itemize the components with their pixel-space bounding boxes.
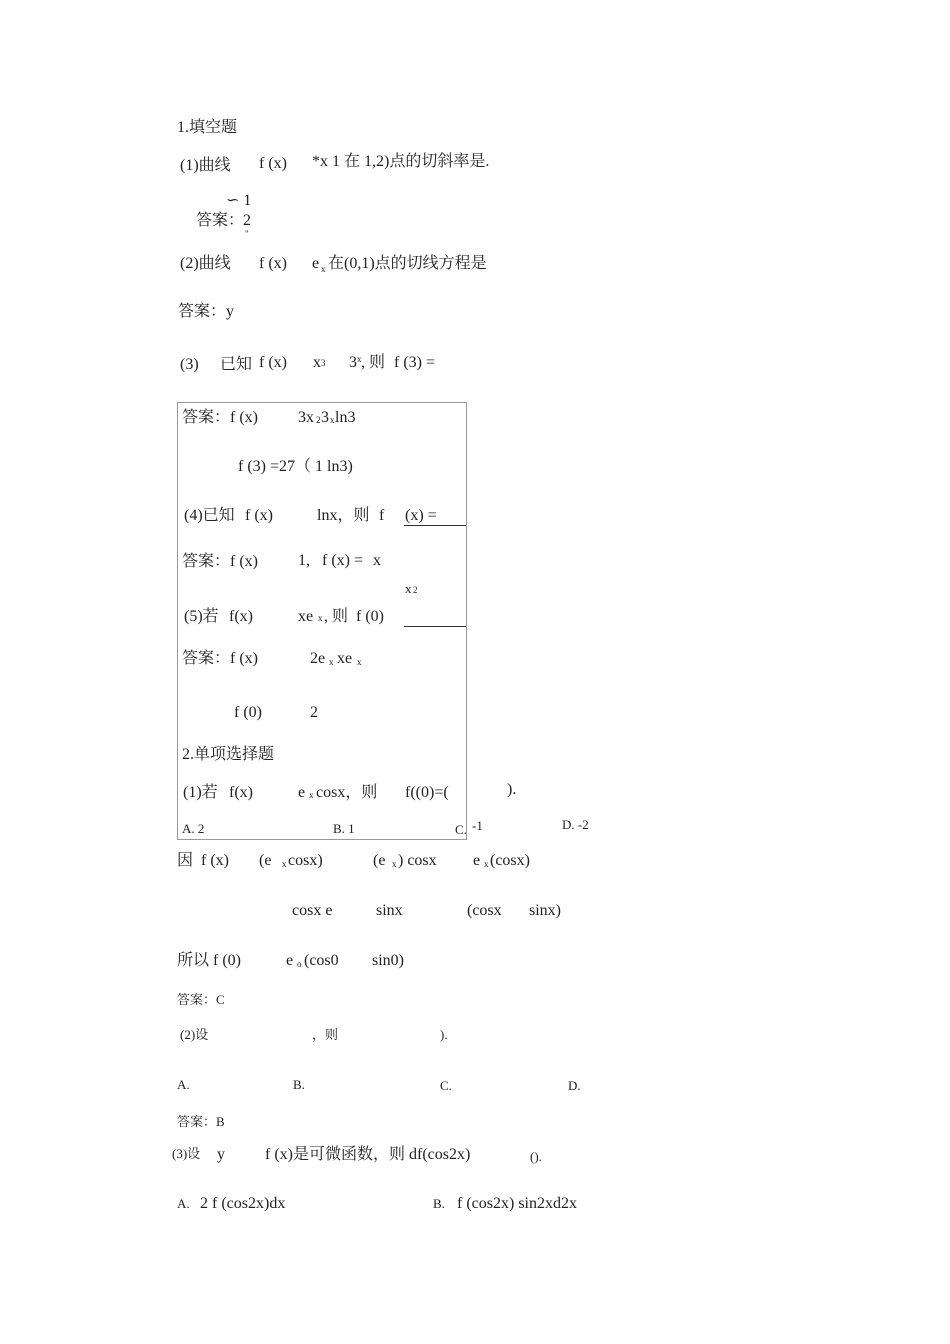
mc1-solution3-c: (cos0 [304, 952, 339, 969]
q4-f: f [379, 507, 385, 524]
q4-answer-x: x [405, 581, 412, 596]
q1-answer-label: 答案： [196, 212, 245, 229]
mc2-label: (2)设 [180, 1027, 209, 1042]
mc1-option-d[interactable]: D. -2 [562, 817, 589, 832]
mc1-solution-h: (cosx) [490, 852, 530, 869]
q3-then: , 则 [361, 354, 386, 371]
mc3-option-a[interactable]: A. [177, 1196, 190, 1211]
mc3-option-a-value: 2 f (cos2x)dx [200, 1195, 286, 1212]
mc1-fx: f(x) [229, 784, 253, 801]
q3-answer-b-sub: x [330, 415, 335, 425]
mc1-cosx: cosx，则 [316, 784, 378, 801]
mc2-answer: 答案：B [177, 1114, 225, 1129]
mc2-option-d[interactable]: D. [568, 1078, 581, 1093]
mc1-answer: 答案：C [177, 992, 225, 1007]
q2-label: (2)曲线 [180, 255, 231, 272]
mc1-solution-f: ) cosx [398, 852, 437, 869]
mc1-solution3-a: 所以 f (0) [177, 952, 241, 969]
q3-f3: f (3) = [394, 354, 436, 371]
mc1-solution-c-sub: x [282, 859, 287, 869]
q5-answer-a: 2e [310, 650, 326, 667]
q1-text: *x 1 在 1,2)点的切斜率是. [312, 153, 490, 170]
q5-label: (5)若 [184, 608, 219, 625]
q4-lnx: lnx，则 [317, 507, 370, 524]
mc1-solution2-b: sinx [376, 902, 403, 919]
q4-blank: (x) = [405, 507, 437, 524]
q3-fx: f (x) [259, 354, 287, 371]
mc1-option-a[interactable]: A. 2 [182, 821, 205, 836]
mc2-close: ). [440, 1027, 448, 1042]
mc1-solution2-c: (cosx [467, 902, 502, 919]
mc3-option-b[interactable]: B. [433, 1196, 445, 1211]
q1-answer-value: 2 [243, 212, 251, 229]
mc1-f0: f((0)=( [405, 784, 449, 801]
mc1-solution2-a: cosx e [292, 902, 333, 919]
q3-answer-a-sub: 2 [316, 415, 321, 425]
mc1-solution-because: 因 [177, 852, 194, 869]
q5-f0: f (0) [356, 608, 384, 625]
mc2-then: ，则 [312, 1027, 339, 1042]
section-heading-fill-blank: 1.填空题 [177, 119, 238, 136]
q3-known: 已知 [220, 356, 253, 373]
mc3-option-b-value: f (cos2x) sin2xd2x [457, 1195, 577, 1212]
q4-fx: f (x) [245, 507, 273, 524]
mc1-close: ). [507, 781, 517, 798]
section-heading-single-choice: 2.单项选择题 [182, 746, 275, 763]
mc1-solution-fx: f (x) [201, 852, 229, 869]
q2-answer: 答案：y [178, 303, 235, 320]
q5-answer-a-sub: x [329, 657, 334, 667]
mc3-paren: (). [530, 1149, 542, 1164]
q3-answer-b: 3 [321, 409, 329, 426]
mc1-solution3-b-sub: o [297, 959, 302, 969]
mc1-option-c-value: -1 [472, 818, 483, 833]
q5-answer-f0: f (0) [234, 704, 262, 721]
q5-answer-label: 答案：f (x) [182, 650, 258, 667]
mc1-solution-e-sub: x [392, 859, 397, 869]
mc1-solution2-d: sinx) [529, 902, 561, 919]
q5-answer-b-sub: x [357, 657, 362, 667]
mc3-text: f (x)是可微函数，则 df(cos2x) [265, 1146, 471, 1163]
q5-xe-exp: x [318, 613, 323, 623]
mc3-label: (3)设 [172, 1146, 201, 1161]
q4-answer-x-sub: 2 [413, 585, 418, 595]
mc2-option-a[interactable]: A. [177, 1077, 190, 1092]
q3-answer-label: 答案：f (x) [182, 409, 258, 426]
q3-answer-line2: f (3) =27（ 1 ln3) [238, 458, 353, 475]
mc1-solution-g-sub: x [484, 859, 489, 869]
q5-underline [404, 626, 466, 627]
mc1-label: (1)若 [183, 784, 218, 801]
q1-answer-mark: " [245, 229, 249, 239]
q1-label: (1)曲线 [180, 157, 231, 174]
mc1-solution-g: e [473, 852, 481, 869]
q2-fx: f (x) [259, 255, 287, 272]
mc2-option-b[interactable]: B. [293, 1077, 305, 1092]
mc1-e-exp: x [309, 790, 314, 800]
mc1-solution-e: (e [373, 852, 386, 869]
q3-three-exp: x [357, 354, 362, 364]
q3-x: x [313, 354, 321, 371]
q5-then: , 则 [324, 608, 349, 625]
q3-three: 3 [349, 354, 357, 371]
q4-answer-c: x [373, 552, 381, 569]
q4-answer-b: f (x) = [322, 552, 364, 569]
mc1-option-b[interactable]: B. 1 [333, 821, 355, 836]
q5-fx: f(x) [229, 608, 253, 625]
q3-answer-a: 3x [298, 409, 314, 426]
q4-answer-a: 1, [298, 552, 310, 569]
q2-e-exp: x [321, 264, 326, 274]
q2-text: 在(0,1)点的切线方程是 [328, 255, 487, 272]
mc1-solution3-b: e [286, 952, 294, 969]
q3-label: (3) [180, 356, 199, 373]
mc1-solution-c: (e [259, 852, 272, 869]
q1-answer-top: ∽ 1 [226, 192, 252, 209]
mc1-solution-d: cosx) [288, 852, 323, 869]
q4-answer-label: 答案：f (x) [182, 553, 258, 570]
q5-xe: xe [298, 608, 314, 625]
q4-underline [404, 525, 466, 526]
mc1-e: e [298, 784, 306, 801]
q5-answer-value: 2 [310, 704, 318, 721]
q5-answer-b: xe [337, 650, 353, 667]
mc3-y: y [217, 1146, 225, 1163]
q3-x-exp: 3 [321, 358, 326, 368]
q1-fx: f (x) [259, 155, 287, 172]
q2-e: e [312, 255, 320, 272]
mc2-option-c[interactable]: C. [440, 1078, 452, 1093]
mc1-option-c[interactable]: C. [455, 822, 467, 837]
q3-answer-c: ln3 [335, 409, 356, 426]
q4-label: (4)已知 [184, 507, 235, 524]
mc1-solution3-d: sin0) [372, 952, 404, 969]
